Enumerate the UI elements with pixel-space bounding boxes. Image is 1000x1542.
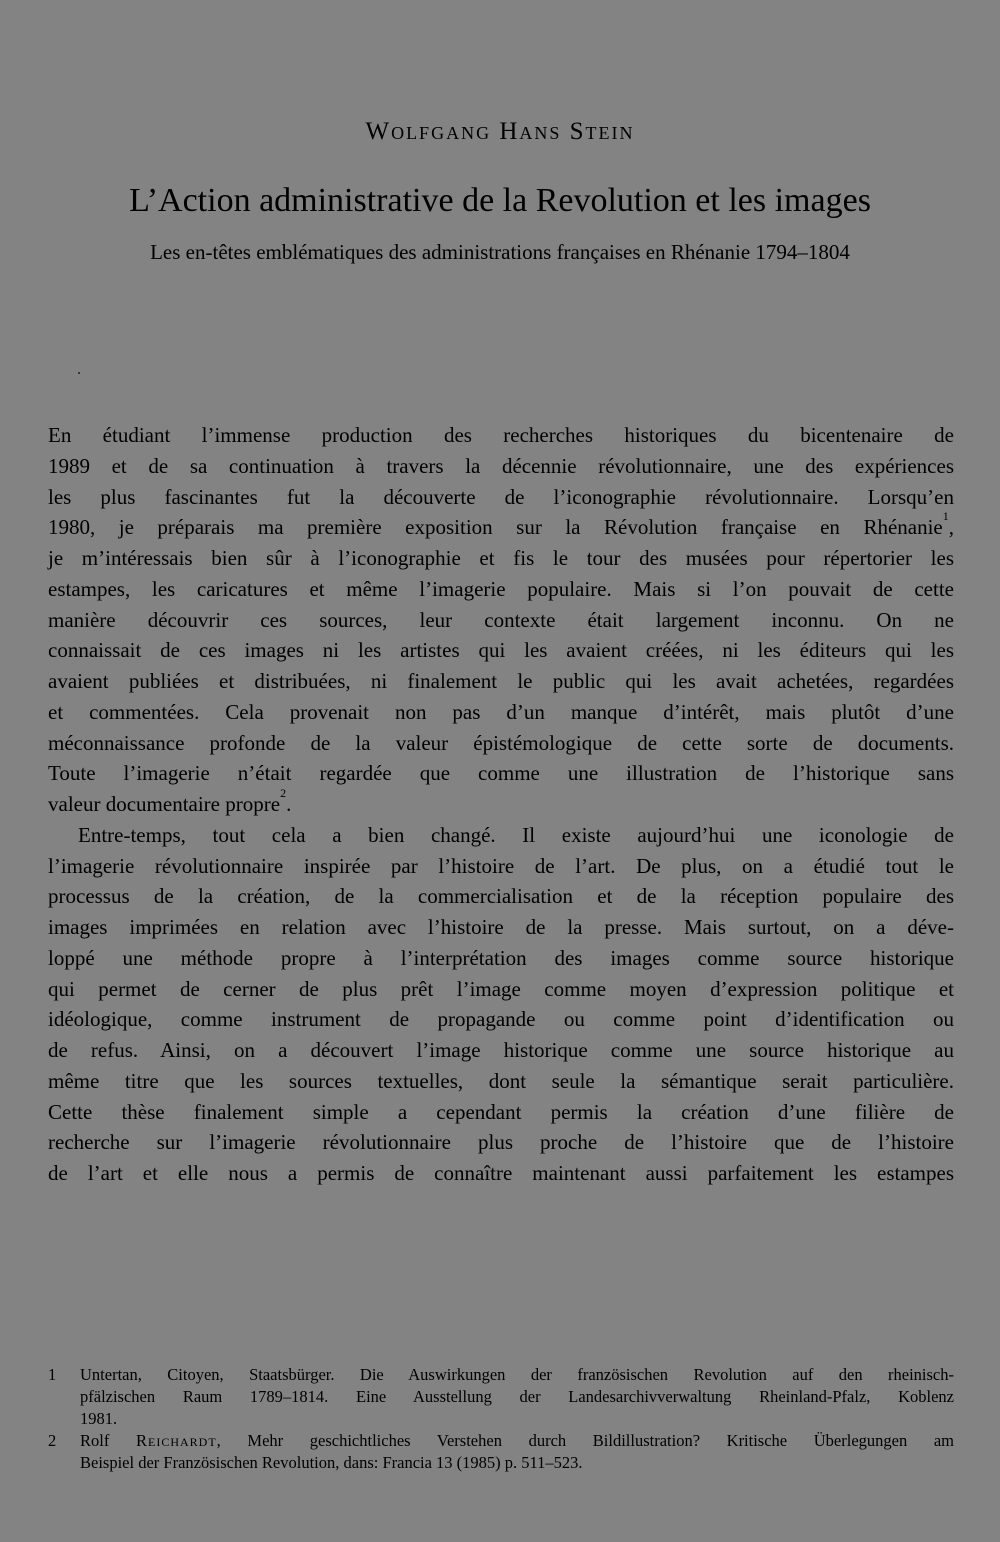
article-title: L’Action administrative de la Revolution et les images — [129, 182, 871, 219]
body-line: qui permet de cerner de plus prêt l’image comme moyen d’expression politique et — [48, 976, 954, 1001]
article-subtitle: Les en-têtes emblématiques des administrations françaises en Rhénanie 1794–1804 — [150, 240, 850, 264]
footnote-line-rest: , Mehr geschichtliches Verstehen durch Bildillustration? Kritische Überlegungen am — [216, 1431, 955, 1450]
body-line: l’imagerie révolutionnaire inspirée par l’histoire de l’art. De plus, on a étudié tout le — [48, 853, 954, 878]
footnote-author-last: Reichardt — [135, 1431, 217, 1450]
footnote-ref: 1 — [942, 509, 949, 524]
scan-speck — [78, 372, 80, 374]
footnote-line: 1981. — [80, 1409, 118, 1428]
body-line: manière découvrir ces sources, leur contexte était largement inconnu. On ne — [48, 607, 954, 632]
footnotes — [48, 1364, 954, 1474]
body-text — [48, 420, 954, 1189]
footnote-line — [80, 1430, 954, 1452]
footnote-line: Beispiel der Französischen Revolution, dans: Francia 13 (1985) p. 511–523. — [80, 1453, 583, 1472]
body-line: même titre que les sources textuelles, dont seule la sémantique serait particulière. — [48, 1068, 954, 1093]
body-line: les plus fascinantes fut la découverte de l’iconographie révolutionnaire. Lorsqu’en — [48, 484, 954, 509]
body-line: idéologique, comme instrument de propagande ou comme point d’identification ou — [48, 1007, 954, 1032]
body-line: En étudiant l’immense production des recherches historiques du bicentenaire de — [48, 423, 954, 447]
body-line: méconnaissance profonde de la valeur épistémologique de cette sorte de documents. — [48, 730, 954, 755]
footnote — [48, 1364, 954, 1430]
body-line-text: 1980, je préparais ma première exposition sur la Révolution française en Rhénanie — [48, 515, 943, 540]
body-line: processus de la création, de la commercialisation et de la réception populaire des — [48, 884, 954, 909]
body-line: et commentées. Cela provenait non pas d’un manque d’intérêt, mais plutôt d’une — [48, 699, 954, 724]
footnote-line: pfälzischen Raum 1789–1814. Eine Ausstellung der Landesarchivverwaltung Rheinland-Pfalz, Koblenz — [80, 1387, 954, 1406]
footnote-number: 2 — [48, 1431, 57, 1450]
body-line: loppé une méthode propre à l’interprétation des images comme source historique — [48, 945, 954, 970]
body-line: je m’intéressais bien sûr à l’iconographie et fis le tour des musées pour répertorier les — [48, 546, 954, 570]
body-line: de l’art et elle nous a permis de connaître maintenant aussi parfaitement les estampes — [48, 1161, 954, 1185]
body-line: avaient publiées et distribuées, ni finalement le public qui les avait achetées, regardées — [48, 669, 954, 693]
footnote-ref: 2 — [280, 786, 287, 800]
body-line-punct: , — [948, 515, 954, 540]
body-line — [48, 509, 954, 543]
footnote-author-first: Rolf — [80, 1431, 110, 1450]
body-line: Toute l’imagerie n’était regardée que comme une illustration de l’historique sans — [48, 761, 954, 786]
body-line: de refus. Ainsi, on a découvert l’image historique comme une source historique au — [48, 1038, 954, 1062]
footnote-text — [80, 1430, 954, 1474]
body-line: 1989 et de sa continuation à travers la décennie révolutionnaire, une des expériences — [48, 453, 954, 478]
footnote-text — [80, 1364, 954, 1430]
footnote-number: 1 — [48, 1365, 57, 1384]
body-line: Cette thèse finalement simple a cependant permis la création d’une filière de — [48, 1099, 954, 1124]
body-line: recherche sur l’imagerie révolutionnaire plus proche de l’histoire que de l’histoire — [48, 1130, 954, 1155]
body-line: connaissait de ces images ni les artistes qui les avaient créées, ni les éditeurs qui les — [48, 638, 954, 663]
body-line-punct: . — [286, 792, 292, 816]
body-line — [48, 786, 954, 820]
footnote — [48, 1430, 954, 1474]
body-line: Entre-temps, tout cela a bien changé. Il existe aujourd’hui une iconologie de — [78, 822, 954, 847]
body-line: images imprimées en relation avec l’histoire de la presse. Mais surtout, on a déve- — [48, 915, 954, 939]
footnote-line: Untertan, Citoyen, Staatsbürger. Die Auswirkungen der französischen Revolution auf den rheinisch- — [80, 1365, 954, 1384]
body-line-text: valeur documentaire propre — [48, 792, 281, 816]
author-name: Wolfgang Hans Stein — [365, 118, 635, 145]
body-line: estampes, les caricatures et même l’imagerie populaire. Mais si l’on pouvait de cette — [48, 576, 954, 601]
